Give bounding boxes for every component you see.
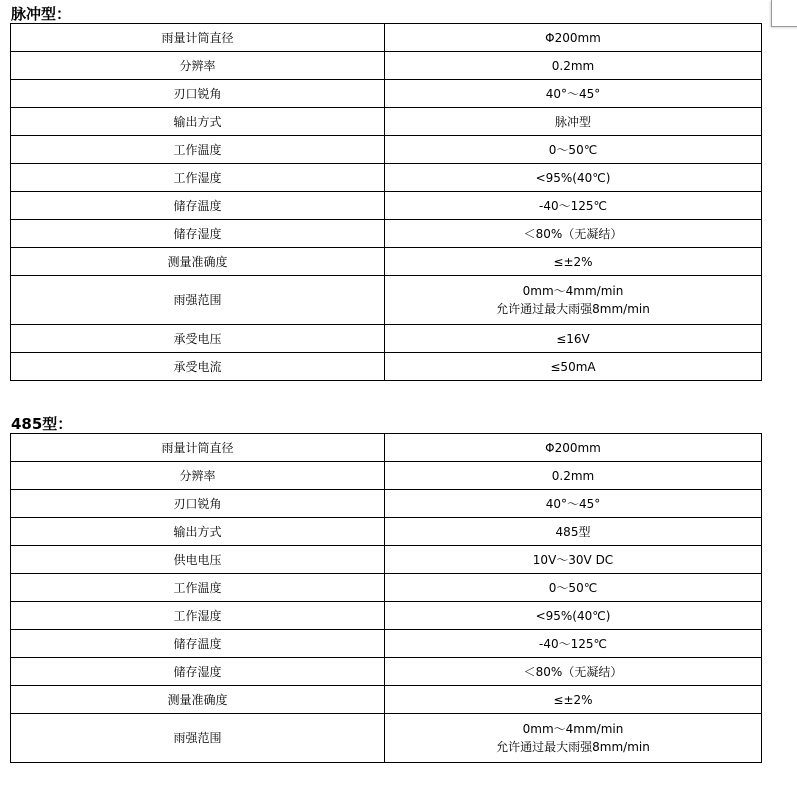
table-row [11, 546, 762, 574]
spec-value: ≤16V [385, 325, 762, 353]
spec-label: 储存温度 [11, 630, 385, 658]
spec-value: Φ200mm [385, 24, 762, 52]
pulse-spec-section [10, 0, 761, 381]
spec-value: 0～50℃ [385, 574, 762, 602]
rs485-spec-table [10, 433, 762, 763]
table-row [11, 276, 762, 325]
table-row [11, 574, 762, 602]
spec-label: 工作湿度 [11, 164, 385, 192]
spec-value: ≤±2% [385, 686, 762, 714]
table-row [11, 490, 762, 518]
spec-value: 10V～30V DC [385, 546, 762, 574]
spec-value-line: 0mm～4mm/min [522, 722, 624, 736]
spec-value [385, 714, 762, 763]
table-row [11, 325, 762, 353]
spec-label: 分辨率 [11, 52, 385, 80]
spec-label: 储存温度 [11, 192, 385, 220]
spec-value: 485型 [385, 518, 762, 546]
spec-label: 分辨率 [11, 462, 385, 490]
spec-label: 雨量计筒直径 [11, 434, 385, 462]
table-row [11, 52, 762, 80]
spec-value: Φ200mm [385, 434, 762, 462]
spec-value: ≤±2% [385, 248, 762, 276]
window-corner-frame [771, 0, 797, 27]
table-row [11, 434, 762, 462]
spec-value: 0.2mm [385, 52, 762, 80]
table-row [11, 192, 762, 220]
table-row [11, 462, 762, 490]
table-row [11, 686, 762, 714]
spec-value-line: 0mm～4mm/min [522, 284, 624, 298]
spec-label: 测量准确度 [11, 686, 385, 714]
spec-value: 0～50℃ [385, 136, 762, 164]
spec-value-line: 允许通过最大雨强8mm/min [496, 302, 650, 316]
spec-label: 供电电压 [11, 546, 385, 574]
spec-value: ≤50mA [385, 353, 762, 381]
spec-value: -40～125℃ [385, 192, 762, 220]
spec-value-line: 允许通过最大雨强8mm/min [496, 740, 650, 754]
spec-label: 输出方式 [11, 108, 385, 136]
spec-value: ＜80%（无凝结） [385, 658, 762, 686]
spec-value: -40～125℃ [385, 630, 762, 658]
spec-value: 脉冲型 [385, 108, 762, 136]
spec-label: 输出方式 [11, 518, 385, 546]
spec-value: <95%(40℃) [385, 602, 762, 630]
spec-value: <95%(40℃) [385, 164, 762, 192]
spec-label: 工作温度 [11, 574, 385, 602]
rs485-section-title: 485型： [11, 415, 73, 433]
table-row [11, 714, 762, 763]
table-row [11, 248, 762, 276]
rs485-spec-section [10, 410, 761, 763]
spec-label: 雨强范围 [11, 714, 385, 763]
spec-value: 40°～45° [385, 80, 762, 108]
table-row [11, 164, 762, 192]
table-row [11, 108, 762, 136]
spec-label: 雨量计筒直径 [11, 24, 385, 52]
pulse-spec-table [10, 23, 762, 381]
spec-label: 储存湿度 [11, 220, 385, 248]
table-row [11, 24, 762, 52]
table-row [11, 353, 762, 381]
spec-value [385, 276, 762, 325]
spec-label: 承受电流 [11, 353, 385, 381]
spec-label: 承受电压 [11, 325, 385, 353]
spec-label: 雨强范围 [11, 276, 385, 325]
table-row [11, 630, 762, 658]
spec-label: 工作湿度 [11, 602, 385, 630]
table-row [11, 658, 762, 686]
spec-label: 工作温度 [11, 136, 385, 164]
table-row [11, 220, 762, 248]
table-row [11, 602, 762, 630]
table-row [11, 518, 762, 546]
spec-value: 0.2mm [385, 462, 762, 490]
spec-label: 刃口锐角 [11, 80, 385, 108]
pulse-section-title: 脉冲型： [11, 5, 72, 23]
spec-value: ＜80%（无凝结） [385, 220, 762, 248]
spec-label: 储存湿度 [11, 658, 385, 686]
table-row [11, 136, 762, 164]
spec-label: 刃口锐角 [11, 490, 385, 518]
spec-label: 测量准确度 [11, 248, 385, 276]
spec-value: 40°～45° [385, 490, 762, 518]
table-row [11, 80, 762, 108]
